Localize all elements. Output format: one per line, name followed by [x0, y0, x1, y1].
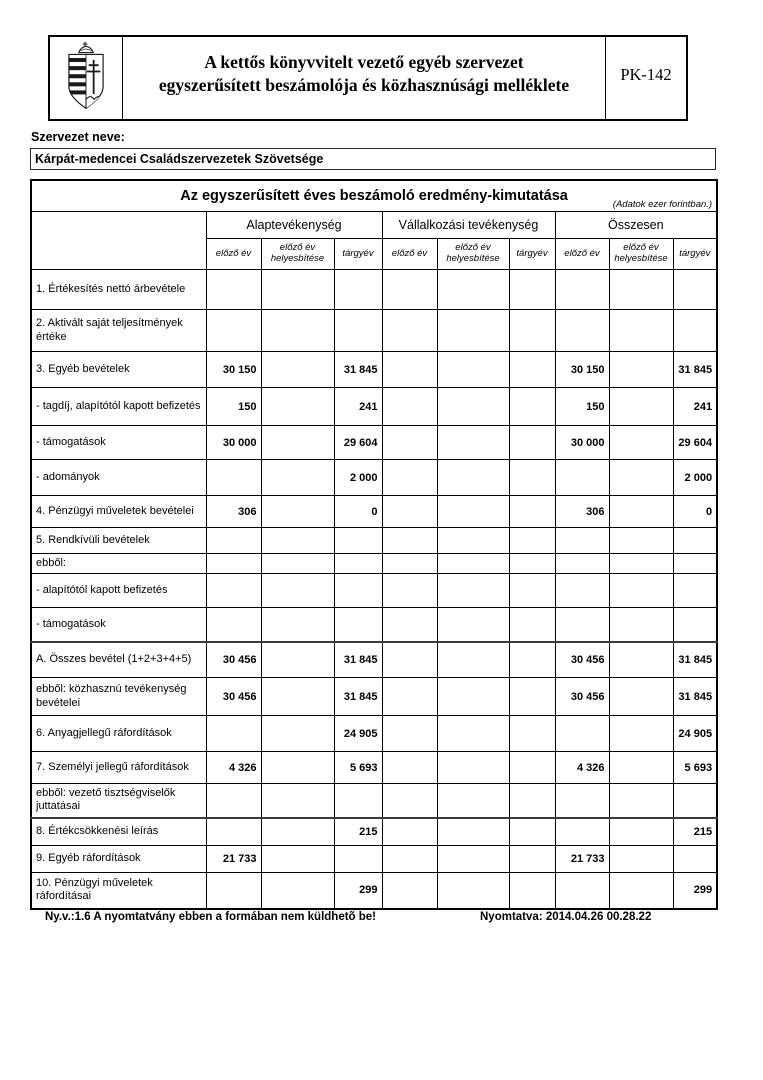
table-row [31, 678, 717, 716]
table-cell-value [334, 608, 382, 642]
table-cell-value: 299 [673, 873, 717, 909]
table-row [31, 496, 717, 528]
table-cell-value [437, 642, 509, 678]
table-row [31, 310, 717, 352]
table-cell-value: 29 604 [334, 426, 382, 460]
table-cell-value [382, 528, 437, 554]
table-row-label: 2. Aktivált saját teljesítmények értéke [31, 310, 206, 352]
table-cell-value: 4 326 [206, 752, 261, 784]
table-cell-value: 241 [673, 388, 717, 426]
table-cell-value [673, 574, 717, 608]
table-cell-value [509, 678, 555, 716]
table-cell-value [609, 608, 673, 642]
form-title-line1: A kettős könyvvitelt vezető egyéb szervezet [204, 52, 524, 73]
table-cell-value [509, 496, 555, 528]
table-cell-value [261, 846, 334, 873]
table-cell-value [555, 608, 609, 642]
table-row-label: - támogatások [31, 426, 206, 460]
table-cell-value [437, 426, 509, 460]
table-cell-value: 299 [334, 873, 382, 909]
table-row-label: 3. Egyéb bevételek [31, 352, 206, 388]
table-cell-value [437, 388, 509, 426]
form-code: PK-142 [605, 37, 686, 119]
table-cell-value [382, 716, 437, 752]
table-row [31, 784, 717, 818]
table-cell-value [382, 873, 437, 909]
table-cell-value [261, 642, 334, 678]
table-cell-value [382, 310, 437, 352]
table-cell-value [206, 873, 261, 909]
table-cell-value [509, 752, 555, 784]
table-cell-value: 215 [673, 818, 717, 846]
table-cell-value [609, 270, 673, 310]
table-cell-value [206, 460, 261, 496]
table-cell-value [334, 784, 382, 818]
table-cell-value [509, 873, 555, 909]
table-cell-value [609, 873, 673, 909]
table-cell-value: 21 733 [206, 846, 261, 873]
table-cell-value [261, 426, 334, 460]
table-cell-value [609, 496, 673, 528]
table-cell-value [609, 716, 673, 752]
table-cell-value [555, 873, 609, 909]
table-cell-value [437, 460, 509, 496]
footer-printed-timestamp: Nyomtatva: 2014.04.26 00.28.22 [480, 911, 652, 923]
table-cell-value [206, 528, 261, 554]
table-cell-value [509, 528, 555, 554]
table-cell-value [673, 554, 717, 574]
table-row-label: A. Összes bevétel (1+2+3+4+5) [31, 642, 206, 678]
table-cell-value [673, 846, 717, 873]
table-cell-value [206, 818, 261, 846]
table-cell-value [334, 528, 382, 554]
table-row-label: - támogatások [31, 608, 206, 642]
table-cell-value [334, 846, 382, 873]
table-cell-value [261, 310, 334, 352]
table-cell-value [261, 784, 334, 818]
subcol-elozo-ev-helyesbitese: előző év helyesbítése [437, 239, 509, 270]
table-cell-value [437, 574, 509, 608]
table-cell-value [206, 310, 261, 352]
table-row-label: 6. Anyagjellegű ráfordítások [31, 716, 206, 752]
subcol-elozo-ev-helyesbitese: előző év helyesbítése [261, 239, 334, 270]
table-cell-value [555, 528, 609, 554]
logo-cell [50, 37, 123, 119]
table-cell-value: 30 000 [555, 426, 609, 460]
table-row-label: 1. Értékesítés nettó árbevétele [31, 270, 206, 310]
table-cell-value: 31 845 [673, 352, 717, 388]
table-cell-value [509, 608, 555, 642]
table-row [31, 873, 717, 909]
table-cell-value [382, 460, 437, 496]
table-cell-value [437, 528, 509, 554]
table-cell-value [382, 642, 437, 678]
table-cell-value: 241 [334, 388, 382, 426]
table-title: Az egyszerűsített éves beszámoló eredmény-kimutatása [180, 188, 568, 204]
table-row [31, 270, 717, 310]
table-row-label: ebből: vezető tisztségviselők juttatásai [31, 784, 206, 818]
table-cell-value [609, 352, 673, 388]
table-row [31, 352, 717, 388]
table-row [31, 426, 717, 460]
table-cell-value [206, 270, 261, 310]
column-group-osszesen: Összesen [555, 212, 717, 239]
form-title [123, 37, 605, 119]
subcol-elozo-ev: előző év [206, 239, 261, 270]
table-cell-value: 0 [673, 496, 717, 528]
table-cell-value [437, 846, 509, 873]
table-cell-value [382, 352, 437, 388]
table-cell-value: 5 693 [673, 752, 717, 784]
table-cell-value [437, 608, 509, 642]
table-cell-value [509, 460, 555, 496]
table-cell-value [261, 496, 334, 528]
table-cell-value: 30 456 [206, 678, 261, 716]
table-body [31, 270, 717, 909]
table-cell-value [382, 678, 437, 716]
table-cell-value [673, 528, 717, 554]
table-cell-value [261, 460, 334, 496]
table-cell-value [261, 752, 334, 784]
table-cell-value: 150 [206, 388, 261, 426]
table-cell-value [437, 310, 509, 352]
table-cell-value [382, 752, 437, 784]
subcol-elozo-ev: előző év [555, 239, 609, 270]
table-cell-value [382, 554, 437, 574]
table-cell-value [555, 784, 609, 818]
table-row-label: - alapítótól kapott befizetés [31, 574, 206, 608]
table-cell-value: 21 733 [555, 846, 609, 873]
table-cell-value [673, 784, 717, 818]
table-cell-value [382, 574, 437, 608]
table-cell-value [509, 784, 555, 818]
table-cell-value [609, 388, 673, 426]
table-cell-value [206, 716, 261, 752]
form-header [48, 35, 688, 121]
table-cell-value: 30 150 [206, 352, 261, 388]
table-cell-value [509, 352, 555, 388]
column-group-vallalkozasi: Vállalkozási tevékenység [382, 212, 555, 239]
table-cell-value [437, 496, 509, 528]
table-row [31, 716, 717, 752]
table-row [31, 554, 717, 574]
table-cell-value [609, 784, 673, 818]
table-row [31, 608, 717, 642]
table-cell-value [555, 574, 609, 608]
table-cell-value: 215 [334, 818, 382, 846]
table-cell-value: 0 [334, 496, 382, 528]
table-cell-value: 306 [555, 496, 609, 528]
subcol-targyev: tárgyév [673, 239, 717, 270]
table-cell-value [509, 554, 555, 574]
table-cell-value [261, 528, 334, 554]
table-cell-value [509, 388, 555, 426]
table-cell-value [509, 642, 555, 678]
table-cell-value [206, 784, 261, 818]
table-cell-value [509, 846, 555, 873]
table-cell-value [261, 818, 334, 846]
table-row [31, 752, 717, 784]
table-row-label: - tagdíj, alapítótól kapott befizetés [31, 388, 206, 426]
table-cell-value: 30 150 [555, 352, 609, 388]
table-cell-value [382, 388, 437, 426]
table-cell-value [555, 310, 609, 352]
table-cell-value [555, 554, 609, 574]
table-cell-value [555, 460, 609, 496]
table-cell-value [609, 846, 673, 873]
table-title-cell [31, 180, 717, 212]
table-row [31, 528, 717, 554]
table-row [31, 388, 717, 426]
table-cell-value [609, 310, 673, 352]
table-cell-value [555, 270, 609, 310]
table-cell-value [437, 818, 509, 846]
table-cell-value: 31 845 [673, 678, 717, 716]
table-cell-value [437, 752, 509, 784]
table-cell-value: 31 845 [673, 642, 717, 678]
table-cell-value [334, 310, 382, 352]
table-cell-value [261, 608, 334, 642]
table-cell-value [206, 554, 261, 574]
table-cell-value [261, 678, 334, 716]
table-cell-value: 30 456 [206, 642, 261, 678]
table-cell-value [382, 496, 437, 528]
table-cell-value [261, 574, 334, 608]
table-cell-value [509, 574, 555, 608]
form-title-line2: egyszerűsített beszámolója és közhasznúsági melléklete [158, 75, 570, 95]
table-cell-value [261, 873, 334, 909]
table-row-label: 4. Pénzügyi műveletek bevételei [31, 496, 206, 528]
table-cell-value [382, 846, 437, 873]
table-cell-value [382, 608, 437, 642]
table-cell-value: 306 [206, 496, 261, 528]
table-cell-value [206, 608, 261, 642]
table-cell-value [334, 574, 382, 608]
table-row-label: - adományok [31, 460, 206, 496]
table-cell-value [261, 554, 334, 574]
table-cell-value [609, 528, 673, 554]
subcol-targyev: tárgyév [334, 239, 382, 270]
table-cell-value [609, 752, 673, 784]
table-row-label: 7. Személyi jellegű ráfordítások [31, 752, 206, 784]
table-cell-value: 30 456 [555, 678, 609, 716]
table-cell-value [261, 352, 334, 388]
table-cell-value [382, 270, 437, 310]
table-cell-value [509, 310, 555, 352]
table-cell-value [382, 784, 437, 818]
table-cell-value: 30 000 [206, 426, 261, 460]
table-cell-value [609, 818, 673, 846]
table-cell-value [437, 678, 509, 716]
table-cell-value [609, 574, 673, 608]
org-name-value: Kárpát-medencei Családszervezetek Szövetsége [35, 152, 324, 166]
table-cell-value [509, 270, 555, 310]
table-cell-value [261, 388, 334, 426]
table-cell-value [673, 270, 717, 310]
table-cell-value [555, 716, 609, 752]
table-cell-value [382, 426, 437, 460]
unit-note: (Adatok ezer forintban.) [612, 199, 713, 210]
table-cell-value [509, 716, 555, 752]
table-cell-value [673, 310, 717, 352]
table-cell-value: 31 845 [334, 642, 382, 678]
table-cell-value [509, 818, 555, 846]
table-cell-value [382, 818, 437, 846]
column-group-row [31, 212, 717, 239]
table-cell-value [206, 574, 261, 608]
table-row [31, 818, 717, 846]
org-name-field [30, 148, 716, 170]
hungarian-coat-of-arms-icon [59, 40, 113, 117]
table-cell-value: 24 905 [673, 716, 717, 752]
table-row [31, 574, 717, 608]
table-cell-value [609, 460, 673, 496]
footer-version-note: Ny.v.:1.6 A nyomtatvány ebben a formában nem küldhetõ be! [45, 911, 377, 923]
table-cell-value [437, 784, 509, 818]
table-cell-value [555, 818, 609, 846]
table-cell-value [609, 426, 673, 460]
table-cell-value [437, 873, 509, 909]
column-group-alaptevekenyseg: Alaptevékenység [206, 212, 382, 239]
table-cell-value [261, 270, 334, 310]
table-cell-value: 2 000 [334, 460, 382, 496]
table-row [31, 460, 717, 496]
table-row [31, 642, 717, 678]
table-row-label: 9. Egyéb ráfordítások [31, 846, 206, 873]
table-cell-value: 24 905 [334, 716, 382, 752]
table-cell-value: 31 845 [334, 678, 382, 716]
table-cell-value [437, 716, 509, 752]
table-cell-value [334, 270, 382, 310]
table-cell-value [509, 426, 555, 460]
table-head-section [31, 180, 717, 270]
table-cell-value [609, 554, 673, 574]
table-cell-value [261, 716, 334, 752]
subcol-elozo-ev: előző év [382, 239, 437, 270]
org-name-label: Szervezet neve: [31, 130, 125, 144]
table-row-label: 10. Pénzügyi műveletek ráfordításai [31, 873, 206, 909]
table-cell-value [609, 642, 673, 678]
table-cell-value: 2 000 [673, 460, 717, 496]
table-cell-value [437, 270, 509, 310]
table-cell-value: 29 604 [673, 426, 717, 460]
table-cell-value: 5 693 [334, 752, 382, 784]
table-cell-value [437, 352, 509, 388]
table-cell-value: 4 326 [555, 752, 609, 784]
table-cell-value [334, 554, 382, 574]
subcol-targyev: tárgyév [509, 239, 555, 270]
table-cell-value: 150 [555, 388, 609, 426]
income-statement-table [30, 179, 718, 910]
table-row-label: ebből: közhasznú tevékenység bevételei [31, 678, 206, 716]
table-cell-value [673, 608, 717, 642]
table-title-row [31, 180, 717, 212]
table-cell-value [609, 678, 673, 716]
table-row [31, 846, 717, 873]
table-cell-value: 31 845 [334, 352, 382, 388]
subcol-elozo-ev-helyesbitese: előző év helyesbítése [609, 239, 673, 270]
table-row-label: ebből: [31, 554, 206, 574]
row-label-header [31, 212, 206, 270]
table-row-label: 8. Értékcsökkenési leírás [31, 818, 206, 846]
table-row-label: 5. Rendkívüli bevételek [31, 528, 206, 554]
table-cell-value [437, 554, 509, 574]
table-cell-value: 30 456 [555, 642, 609, 678]
